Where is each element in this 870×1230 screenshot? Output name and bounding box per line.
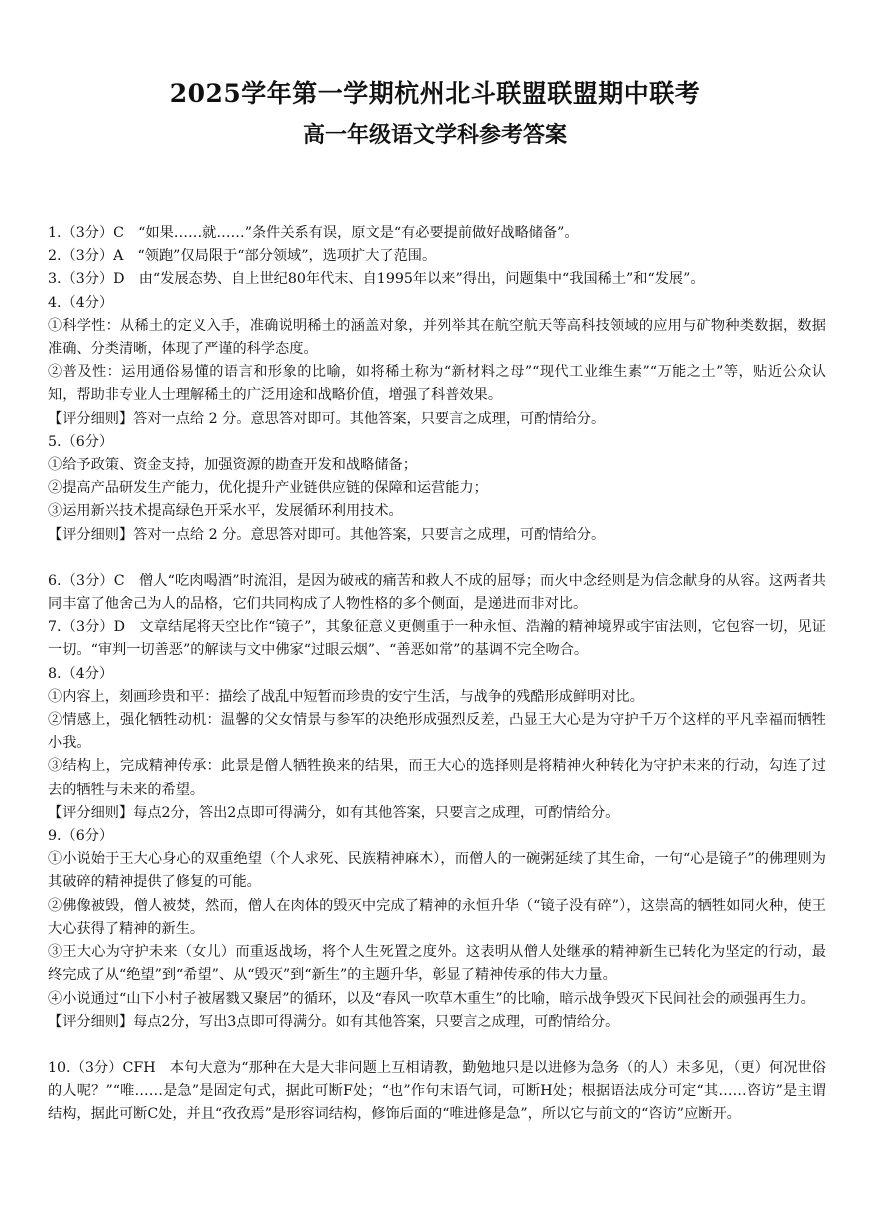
answer-9-scoring: 【评分细则】每点2分，写出3点即可得满分。如有其他答案，只要言之成理，可酌情给分。: [48, 1013, 620, 1030]
answer-9-point-1: ①小说始于王大心身心的双重绝望（个人求死、民族精神麻木），而僧人的一碗粥延续了其生命，一句“心是镜子”的佛理则为其破碎的精神提供了修复的可能。: [48, 851, 826, 891]
answer-8-scoring: 【评分细则】每点2分，答出2点即可得满分，如有其他答案，只要言之成理，可酌情给分。: [48, 804, 620, 821]
answer-8-point-1: ①内容上，刻画珍贵和平：描绘了战乱中短暂而珍贵的安宁生活，与战争的残酷形成鲜明对比。: [48, 688, 644, 705]
answer-4-point-1: ①科学性：从稀土的定义入手，准确说明稀土的涵盖对象，并列举其在航空航天等高科技领域的应用与矿物种类数据，数据准确、分类清晰，体现了严谨的科学态度。: [48, 317, 826, 358]
answer-5-point-3: ③运用新兴技术提高绿色开采水平，发展循环利用技术。: [48, 503, 403, 520]
answer-8-heading: 8.（4分）: [48, 665, 114, 682]
answer-4-heading: 4.（4分）: [48, 294, 114, 311]
answer-2: 2.（3分）A “领跑”仅局限于“部分领域”，选项扩大了范围。: [48, 248, 437, 265]
answer-6: 6.（3分）C 僧人“吃肉喝酒”时流泪，是因为破戒的痛苦和救人不成的屈辱；而火中念经则是为信念献身的从容。这两者共同丰富了他舍己为人的品格，它们共同构成了人物性格的多个侧面，是递进而非对比。: [48, 572, 826, 613]
answer-8-point-3: ③结构上，完成精神传承：此景是僧人牺牲换来的结果，而王大心的选择则是将精神火种转化为守护未来的行动，勾连了过去的牺牲与未来的希望。: [48, 758, 826, 798]
answer-5-point-2: ②提高产品研发生产能力，优化提升产业链供应链的保障和运营能力；: [48, 480, 488, 497]
page-subtitle: 高一年级语文学科参考答案: [302, 122, 567, 148]
answer-7: 7.（3分）D 文章结尾将天空比作“镜子”，其象征意义更侧重于一种永恒、浩瀚的精神境界或宇宙法则，它包容一切，见证一切。“审判一切善恶”的解读与文中佛家“过眼云烟”、“善恶如常”的基调不完全吻合。: [48, 619, 826, 659]
answer-9-point-3: ③王大心为守护未来（女儿）而重返战场，将个人生死置之度外。这表明从僧人处继承的精神新生已转化为坚定的行动，最终完成了从“绝望”到“希望”、从“毁灭”到“新生”的主题升华，彰显了精神传承的伟大力量。: [48, 944, 826, 984]
answer-4-scoring: 【评分细则】答对一点给 2 分。意思答对即可。其他答案，只要言之成理，可酌情给分。: [48, 410, 606, 427]
answer-8-point-2: ②情感上，强化牺牲动机：温馨的父女情景与参军的决绝形成强烈反差，凸显王大心是为守护千万个这样的平凡幸福而牺牲小我。: [48, 712, 826, 752]
answer-4-point-2: ②普及性：运用通俗易懂的语言和形象的比喻，如将稀土称为“新材料之母”“现代工业维生素”“万能之土”等，贴近公众认知，帮助非专业人士理解稀土的广泛用途和战略价值，增强了科普效果。: [48, 364, 826, 404]
section-gap: [48, 1034, 826, 1057]
answer-5-scoring: 【评分细则】答对一点给 2 分。意思答对即可。其他答案，只要言之成理，可酌情给分。: [48, 526, 606, 543]
page-title: 2025学年第一学期杭州北斗联盟联盟期中联考: [169, 79, 701, 108]
answer-content: [48, 222, 826, 1127]
answer-9-point-2: ②佛像被毁，僧人被焚，然而，僧人在肉体的毁灭中完成了精神的永恒升华（“镜子没有碎”），这崇高的牺牲如同火种，使王大心获得了精神的新生。: [48, 897, 826, 937]
answer-9-heading: 9.（6分）: [48, 828, 114, 845]
section-gap: [48, 547, 826, 570]
answer-5-heading: 5.（6分）: [48, 433, 114, 450]
answer-3: 3.（3分）D 由“发展态势、自上世纪80年代末、自1995年以来”得出，问题集中“我国稀土”和“发展”。: [48, 271, 705, 288]
answer-9-point-4: ④小说通过“山下小村子被屠戮又聚居”的循环，以及“春风一吹草木重生”的比喻，暗示战争毁灭下民间社会的顽强再生力。: [48, 990, 815, 1007]
answer-10: 10.（3分）CFH 本句大意为“那种在大是大非问题上互相请教，勤勉地只是以进修为急务（的人）未多见，（更）何况世俗的人呢？”“唯……是急”是固定句式，据此可断F处；“也”作句末语气词，可断H处；根据语法成分可定“其……咨访”是主谓结构，据此可断C处，并且“孜孜焉”是形容词结构，修饰后面的“唯进修是急”，所以它与前文的“咨访”应断开。: [48, 1059, 826, 1123]
answer-1: 1.（3分）C “如果……就……”条件关系有误，原文是“有必要提前做好战略储备”。: [48, 225, 579, 241]
answer-5-point-1: ①给予政策、资金支持，加强资源的勘查开发和战略储备；: [48, 457, 417, 474]
